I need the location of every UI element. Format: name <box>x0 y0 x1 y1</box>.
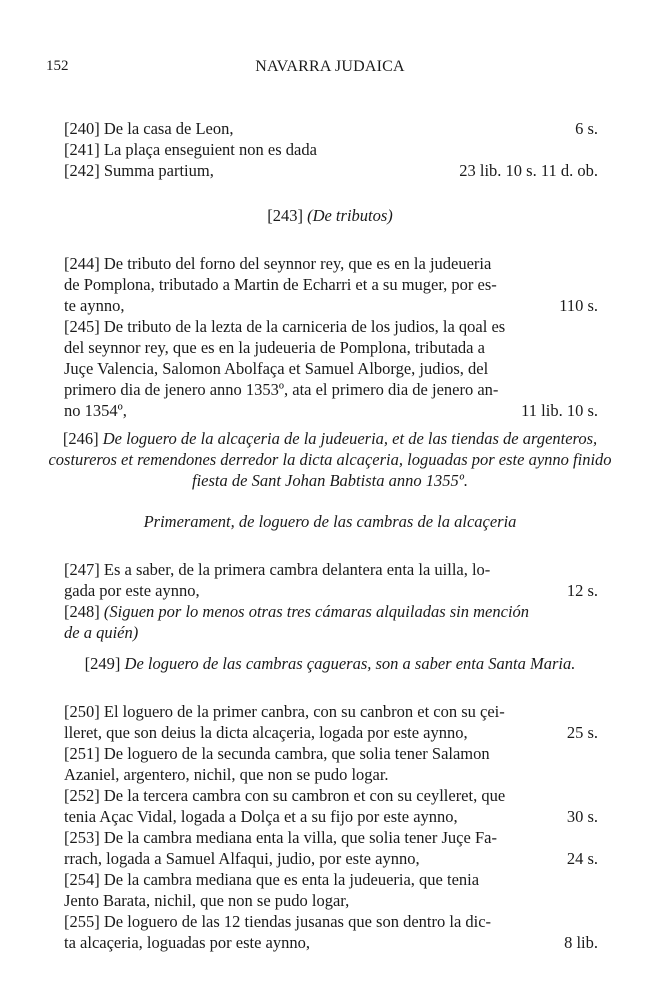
entry-247: [247] Es a saber, de la primera cambra delantera enta la uilla, lo- gada por este aynno, 12 s. <box>64 560 598 600</box>
entry-241: [241] La plaça enseguient non es dada <box>64 140 317 159</box>
amount: 24 s. <box>566 849 598 868</box>
amount: 25 s. <box>566 723 598 742</box>
entry-248: [248] (Siguen por lo menos otras tres cámaras alquiladas sin mención de a quién) <box>64 602 530 642</box>
entry-240: [240] De la casa de Leon, 6 s. <box>64 119 598 138</box>
entries-250-255 <box>64 701 598 953</box>
amount: 8 lib. <box>564 933 598 952</box>
running-title: NAVARRA JUDAICA <box>255 58 405 75</box>
entry-250: [250] El loguero de la primer canbra, con su canbron et con su çei- lleret, que son deius la dicta alcaçeria, logada por este aynno, 25 s. <box>64 702 598 742</box>
entry-242: [242] Summa partium, 23 lib. 10 s. 11 d. ob. <box>64 161 598 180</box>
amount: 11 lib. 10 s. <box>521 401 598 420</box>
entries-240-242 <box>64 118 598 181</box>
amount: 6 s. <box>575 119 598 138</box>
section-heading-243: [243] (De tributos) <box>267 206 393 225</box>
entry-252: [252] De la tercera cambra con su cambron et con su ceylleret, que tenia Açac Vidal, logada a Dolça et a su fijo por este aynno, 30 s. <box>64 786 598 826</box>
amount: 12 s. <box>566 581 598 600</box>
entry-251: [251] De loguero de la secunda cambra, que solia tener Salamon Azaniel, argentero, nichil, que non se pudo logar. <box>64 744 490 784</box>
subheading: Primerament, de loguero de las cambras de la alcaçeria <box>143 512 517 531</box>
entry-254: [254] De la cambra mediana que es enta la judeueria, que tenia Jento Barata, nichil, que non se pudo logar, <box>64 870 480 910</box>
amount: 30 s. <box>566 807 598 826</box>
section-heading-249: [249] De loguero de las cambras çagueras, son a saber enta Santa Maria. <box>84 654 576 673</box>
page-number: 152 <box>46 58 69 74</box>
section-heading-246: [246] De loguero de la alcaçeria de la judeueria, et de las tiendas de argenteros, costureros et remendones derredor la dicta alcaçeria, loguadas por este aynno finido fiesta de Sant Johan Babtista anno 1355º. <box>48 429 612 490</box>
page-header <box>0 58 660 82</box>
entry-244: [244] De tributo del forno del seynnor rey, que es en la judeueria de Pomplona, tributado a Martin de Echarri et a su muger, por es- te aynno, 110 s. [245] De tributo de la lezta de la carniceria de los judios, la qoal es del seynnor rey, que es en la judeueria de Pomplona, tributada a Juçe Valencia, Salomon Abolfaça et Samuel Alborge, judios, del primero dia de jenero anno 1353º, ata el primero dia de jenero an- no 1354º, 11 lib. 10 s. <box>64 254 598 420</box>
entry-245: [245] De tributo de la lezta de la carniceria de los judios, la qoal es del seynnor rey, que es en la judeueria de Pomplona, tributada a Juçe Valencia, Salomon Abolfaça et Samuel Alborge, judios, del primero dia de jenero anno 1353º, ata el primero dia de jenero an- no 1354º, 11 lib. 10 s. <box>64 317 598 420</box>
entry-255: [255] De loguero de las 12 tiendas jusanas que son dentro la dic- ta alcaçeria, loguadas por este aynno, 8 lib. <box>64 912 598 952</box>
entry-253: [253] De la cambra mediana enta la villa, que solia tener Juçe Fa- rrach, logada a Samuel Alfaqui, judio, por este aynno, 24 s. <box>64 828 598 868</box>
entries-247-248 <box>64 559 598 643</box>
amount: 23 lib. 10 s. 11 d. ob. <box>459 161 598 180</box>
amount: 110 s. <box>559 296 598 315</box>
